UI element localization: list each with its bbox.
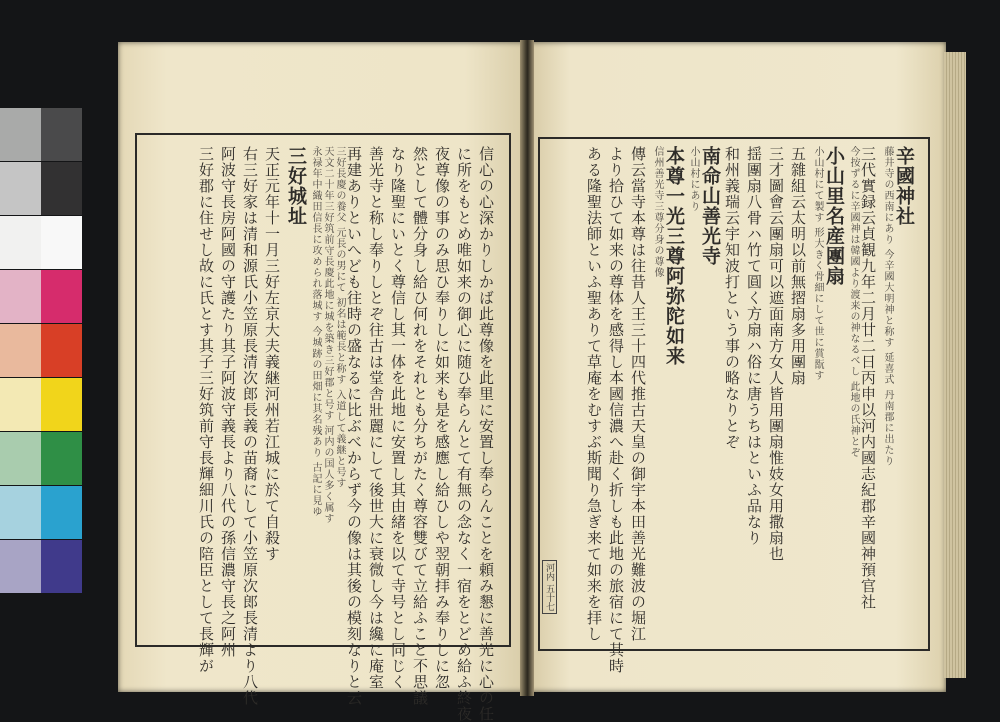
- color-patch: [41, 324, 82, 377]
- text-column: 小山里名産團扇: [823, 146, 845, 286]
- text-column: 三好長慶の養父 元長の男にて 初名は範長と称す 入道して義継と号す: [334, 146, 345, 489]
- text-column: 揺團扇八骨ハ竹て圓く方扇ハ俗に唐うちはといふ品なり: [745, 146, 763, 546]
- text-column: 信心の心深かりしかば此尊像を此里に安置し奉らんことを頼み懇に善光に心の任: [477, 146, 495, 722]
- text-column: 辛國神社: [893, 146, 915, 226]
- color-patch: [0, 432, 41, 485]
- text-column: 三代實録云貞観九年二月廿二日丙申以河内國志紀郡辛國神預官社: [859, 146, 877, 610]
- text-column: 藤井寺の西南にあり 今辛國大明神と称す 延喜式 丹南郡に出たり: [882, 146, 893, 467]
- text-column: 和州義瑞云宇知波打という事の略なりとぞ: [723, 146, 741, 450]
- text-column: 天正元年十一月三好左京大夫義継河州若江城に於て自殺す: [263, 146, 281, 562]
- color-patch: [41, 432, 82, 485]
- text-column: 三才圖會云團扇可以遮面南方女人皆用團扇惟妓女用撒扇也: [767, 146, 785, 562]
- color-patch: [0, 108, 41, 161]
- text-column: 夜尊像の事のみ思ひ奉りしに如来も是を感應し給ひしや翌朝拝み奉りしに忽: [433, 146, 451, 690]
- color-patch: [0, 216, 41, 269]
- color-patch: [41, 162, 82, 215]
- color-patch: [41, 378, 82, 431]
- text-column: 右三好家は清和源氏小笠原長清次郎長義の苗裔にして小笠原次郎長清より八代: [241, 146, 259, 706]
- folio-number: 河内 五十七: [542, 560, 557, 614]
- text-column: 小山村にて製す 形大きく骨細にして世に賞翫す: [812, 146, 823, 382]
- color-patch: [0, 486, 41, 539]
- text-column: 阿波守長房阿國の守護たり其子阿波守義長より八代の孫信濃守長之阿州: [219, 146, 237, 658]
- text-column: 善光寺と称し奉りしとぞ往古は堂舎壯麗にして後世大に衰微し今は纔に庵室: [367, 146, 385, 690]
- text-column: 南命山善光寺: [699, 146, 721, 266]
- color-patch: [0, 270, 41, 323]
- color-patch: [41, 486, 82, 539]
- text-column: ある隆聖法師といふ聖ありて草庵をむすぶ斯聞り急ぎ来て如来を拝し: [585, 146, 603, 642]
- text-column: 今按ずるに辛國神は韓國より渡来の神なるべし 此地の氏神とぞ: [848, 146, 859, 459]
- book-gutter: [520, 40, 534, 696]
- text-column: 天文二十年三好筑前守長慶此地に城を築き三好郡と号す 河内の国人多く属す: [322, 146, 333, 525]
- color-patch: [41, 540, 82, 593]
- text-column: 三好城址: [285, 146, 307, 226]
- color-patch: [41, 108, 82, 161]
- color-patch: [0, 162, 41, 215]
- text-column: より拾ひて如来の尊体を感得し本國信濃へ赴く折しも此地の旅宿にて其時: [607, 146, 625, 674]
- text-column: 再建ありといへども往時の盛なるに比ぶべからず今の像は其後の模刻なりと云: [345, 146, 363, 706]
- text-column: 本尊一光三尊阿弥陀如来: [663, 146, 685, 366]
- page-edges: [944, 52, 966, 678]
- text-column: 五雜組云太明以前無摺扇多用團扇: [789, 146, 807, 386]
- color-patch: [0, 324, 41, 377]
- color-patch: [0, 540, 41, 593]
- text-column: 永禄年中織田信長に攻められ落城す 今城跡の田畑に其名残あり 古記に見ゆ: [310, 146, 321, 518]
- color-calibration-chart: [0, 108, 82, 596]
- color-patch: [0, 378, 41, 431]
- text-column: 然として體分身し給ひ何れをそれとも分ちがたく尊容雙びて立給ふこと不思議: [411, 146, 429, 706]
- color-patch: [41, 270, 82, 323]
- text-column: 傳云當寺本尊は往昔人王三十四代推古天皇の御宇本田善光難波の堀江: [629, 146, 647, 642]
- text-column: 三好郡に住せし故に氏とす其子三好筑前守長輝細川氏の陪臣として長輝が: [197, 146, 215, 674]
- color-patch: [41, 216, 82, 269]
- text-column: なり隆聖にいとく尊信し其一体を此地に安置し其由緒を以て寺号とし同じく: [389, 146, 407, 690]
- text-column: 信州善光寺三尊分身の尊像: [652, 146, 663, 278]
- text-column: に所をもとめ唯如来の御心に随ひ奉らんとて有無の念なく一宿をとどめ給ふ終夜: [455, 146, 473, 722]
- text-column: 小山村にあり: [688, 146, 699, 212]
